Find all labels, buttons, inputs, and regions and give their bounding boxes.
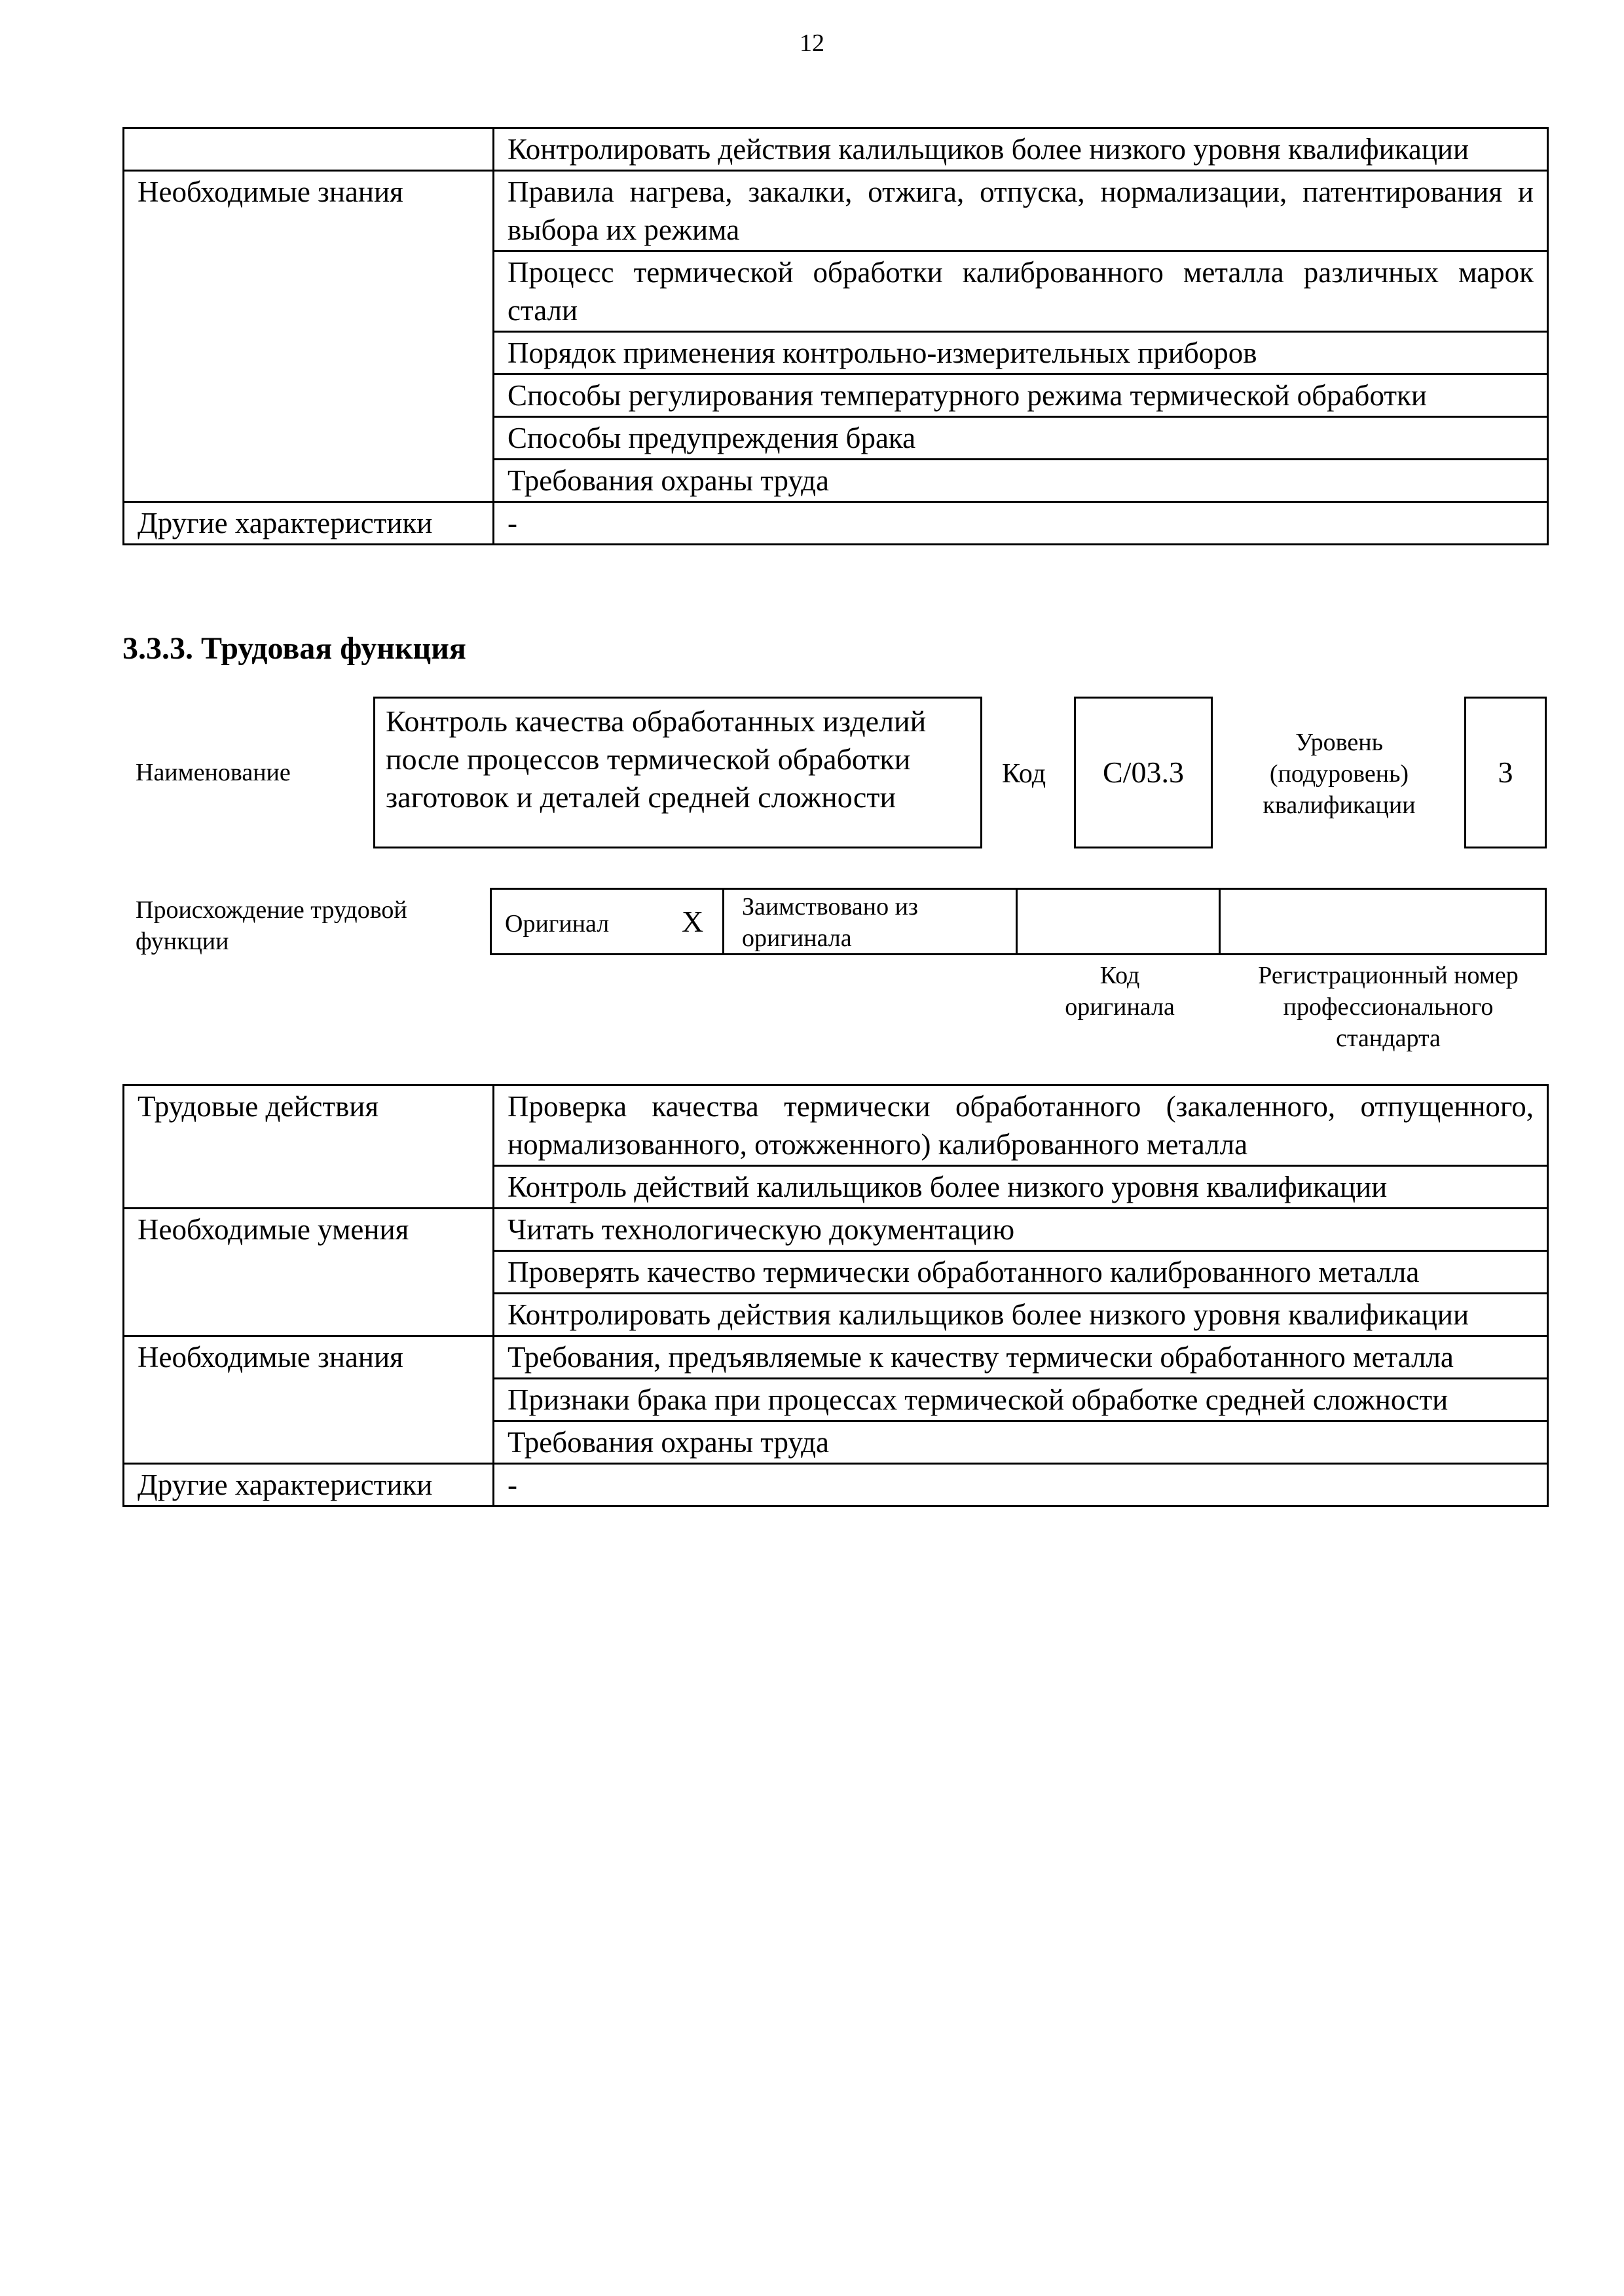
table-row [124,1464,1548,1506]
row-label: Другие характеристики [124,1464,494,1506]
row-label: Другие характеристики [124,502,494,545]
row-label: Необходимые знания [124,171,494,502]
row-item: - [494,502,1548,545]
original-mark: X [682,905,704,938]
row-item: Проверять качество термически обработанного калиброванного металла [494,1251,1548,1294]
code-original-caption: Код оригинала [1065,962,1175,1021]
row-item: Правила нагрева, закалки, отжига, отпуска, нормализации, патентирования и выбора их режима [494,171,1548,251]
table-row [124,1336,1548,1379]
code-box [1074,697,1213,848]
row-item: Контролировать действия калильщиков более низкого уровня квалификации [494,128,1548,171]
original-label: Оригинал [505,910,610,938]
name-label: Наименование [136,759,291,786]
table-row [124,1209,1548,1251]
table-row [124,128,1548,171]
table-continued [122,127,1549,545]
function-name: Контроль качества обработанных изделий после процессов термической обработки заготовок и деталей средней сложности [386,704,927,814]
origin-label: Происхождение трудовой функции [136,896,407,955]
reg-number-caption: Регистрационный номер профессионального стандарта [1258,962,1519,1052]
row-label: Необходимые умения [124,1209,494,1336]
row-item: Способы регулирования температурного режима термической обработки [494,374,1548,417]
level-box [1464,697,1547,848]
level-label: Уровень (подуровень) квалификации [1263,729,1416,819]
row-item: - [494,1464,1548,1506]
code-value: С/03.3 [1103,756,1184,789]
divider [722,890,724,953]
table-row [124,171,1548,251]
row-label: Трудовые действия [124,1085,494,1209]
table-row [124,502,1548,545]
row-label [124,128,494,171]
table-row [124,1085,1548,1166]
function-table [122,1084,1549,1507]
row-item: Способы предупреждения брака [494,417,1548,460]
function-name-box [373,697,982,848]
divider [1219,890,1221,953]
origin-box [490,888,1547,955]
row-label: Необходимые знания [124,1336,494,1464]
page-number: 12 [800,29,824,57]
row-item: Контроль действий калильщиков более низкого уровня квалификации [494,1166,1548,1209]
row-item: Признаки брака при процессах термической обработке средней сложности [494,1379,1548,1421]
row-item: Требования охраны труда [494,1421,1548,1464]
row-item: Проверка качества термически обработанного (закаленного, отпущенного, нормализованного, отожженного) калиброванного металла [494,1085,1548,1166]
row-item: Порядок применения контрольно-измерительных приборов [494,332,1548,374]
row-item: Требования, предъявляемые к качеству термически обработанного металла [494,1336,1548,1379]
section-heading: 3.3.3. Трудовая функция [122,631,466,666]
row-item: Читать технологическую документацию [494,1209,1548,1251]
code-label: Код [1002,759,1046,789]
divider [1016,890,1018,953]
row-item: Процесс термической обработки калиброванного металла различных марок стали [494,251,1548,332]
row-item: Контролировать действия калильщиков более низкого уровня квалификации [494,1294,1548,1336]
level-value: 3 [1498,756,1513,789]
borrowed-label: Заимствовано из оригинала [742,893,918,952]
row-item: Требования охраны труда [494,460,1548,502]
